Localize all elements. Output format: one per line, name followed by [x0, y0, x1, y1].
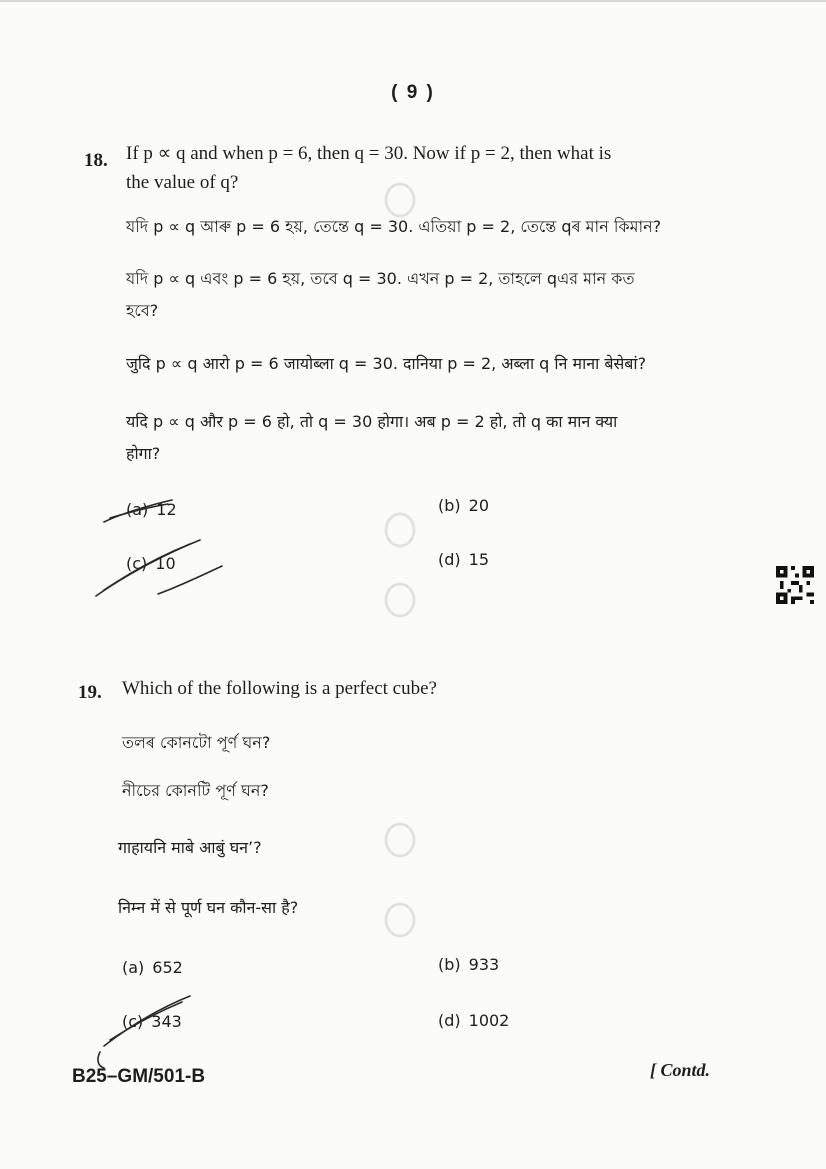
option-label: (d) [438, 1011, 461, 1030]
q18-bengali-line2: হবে? [126, 301, 159, 320]
paper-code: B25–GM/501-B [72, 1066, 206, 1087]
option-label: (c) [122, 1012, 144, 1031]
q18-english-line2: the value of q? [126, 172, 239, 193]
q18-option-c[interactable] [126, 554, 176, 573]
q18-option-d[interactable] [438, 550, 489, 569]
q19-english: Which of the following is a perfect cube? [122, 678, 437, 699]
option-label: (c) [126, 554, 148, 573]
q19-option-a[interactable] [122, 958, 183, 977]
q19-hindi: निम्न में से पूर्ण घन कौन-सा है? [118, 898, 299, 917]
q18-bengali-line1: যদি p ∝ q এবং p = 6 হয়, তবে q = 30. এখন p = 2, তাহলে qএর মান কত [126, 269, 635, 288]
option-value: 15 [468, 550, 489, 569]
option-label: (b) [438, 496, 461, 515]
qr-code-icon [776, 566, 814, 604]
q19-assamese: তলৰ কোনটো পূর্ণ ঘন? [122, 733, 271, 752]
q18-bodo: जुदि p ∝ q आरो p = 6 जायोब्ला q = 30. दानिया p = 2, अब्ला q नि माना बेसेबां? [126, 354, 647, 373]
page-top-edge [0, 0, 826, 2]
option-value: 20 [468, 496, 489, 515]
option-label: (d) [438, 550, 461, 569]
option-value: 933 [468, 955, 500, 974]
option-value: 652 [152, 958, 183, 977]
q18-hindi-line1: यदि p ∝ q और p = 6 हो, तो q = 30 होगा। अब p = 2 हो, तो q का मान क्या [126, 412, 618, 431]
question-19-number: 19. [78, 682, 102, 703]
q18-assamese: যদি p ∝ q আৰু p = 6 হয়, তেন্তে q = 30. এতিয়া p = 2, তেন্তে qৰ মান কিমান? [126, 217, 662, 236]
q19-bodo: गाहायनि माबे आबुं घन’? [118, 838, 262, 857]
question-18-number: 18. [84, 150, 108, 171]
q18-option-b[interactable] [438, 496, 489, 515]
q18-english-line1: If p ∝ q and when p = 6, then q = 30. Now if p = 2, then what is [126, 143, 612, 164]
option-label: (a) [122, 958, 145, 977]
q19-bengali: নীচের কোনটি পূর্ণ ঘন? [122, 781, 269, 800]
option-value: 343 [151, 1012, 182, 1031]
option-label: (b) [438, 955, 461, 974]
q19-option-d[interactable] [438, 1011, 509, 1030]
q19-option-b[interactable] [438, 955, 499, 974]
option-label: (a) [126, 500, 149, 519]
q18-option-a[interactable] [126, 500, 177, 519]
watermark [370, 180, 430, 1000]
page-number: ( 9 ) [391, 82, 435, 103]
option-value: 1002 [468, 1011, 510, 1030]
continued-label: [ Contd. [650, 1060, 711, 1080]
option-value: 10 [155, 554, 176, 573]
q19-option-c[interactable] [122, 1012, 182, 1031]
q18-hindi-line2: होगा? [126, 444, 161, 463]
option-value: 12 [156, 500, 177, 519]
